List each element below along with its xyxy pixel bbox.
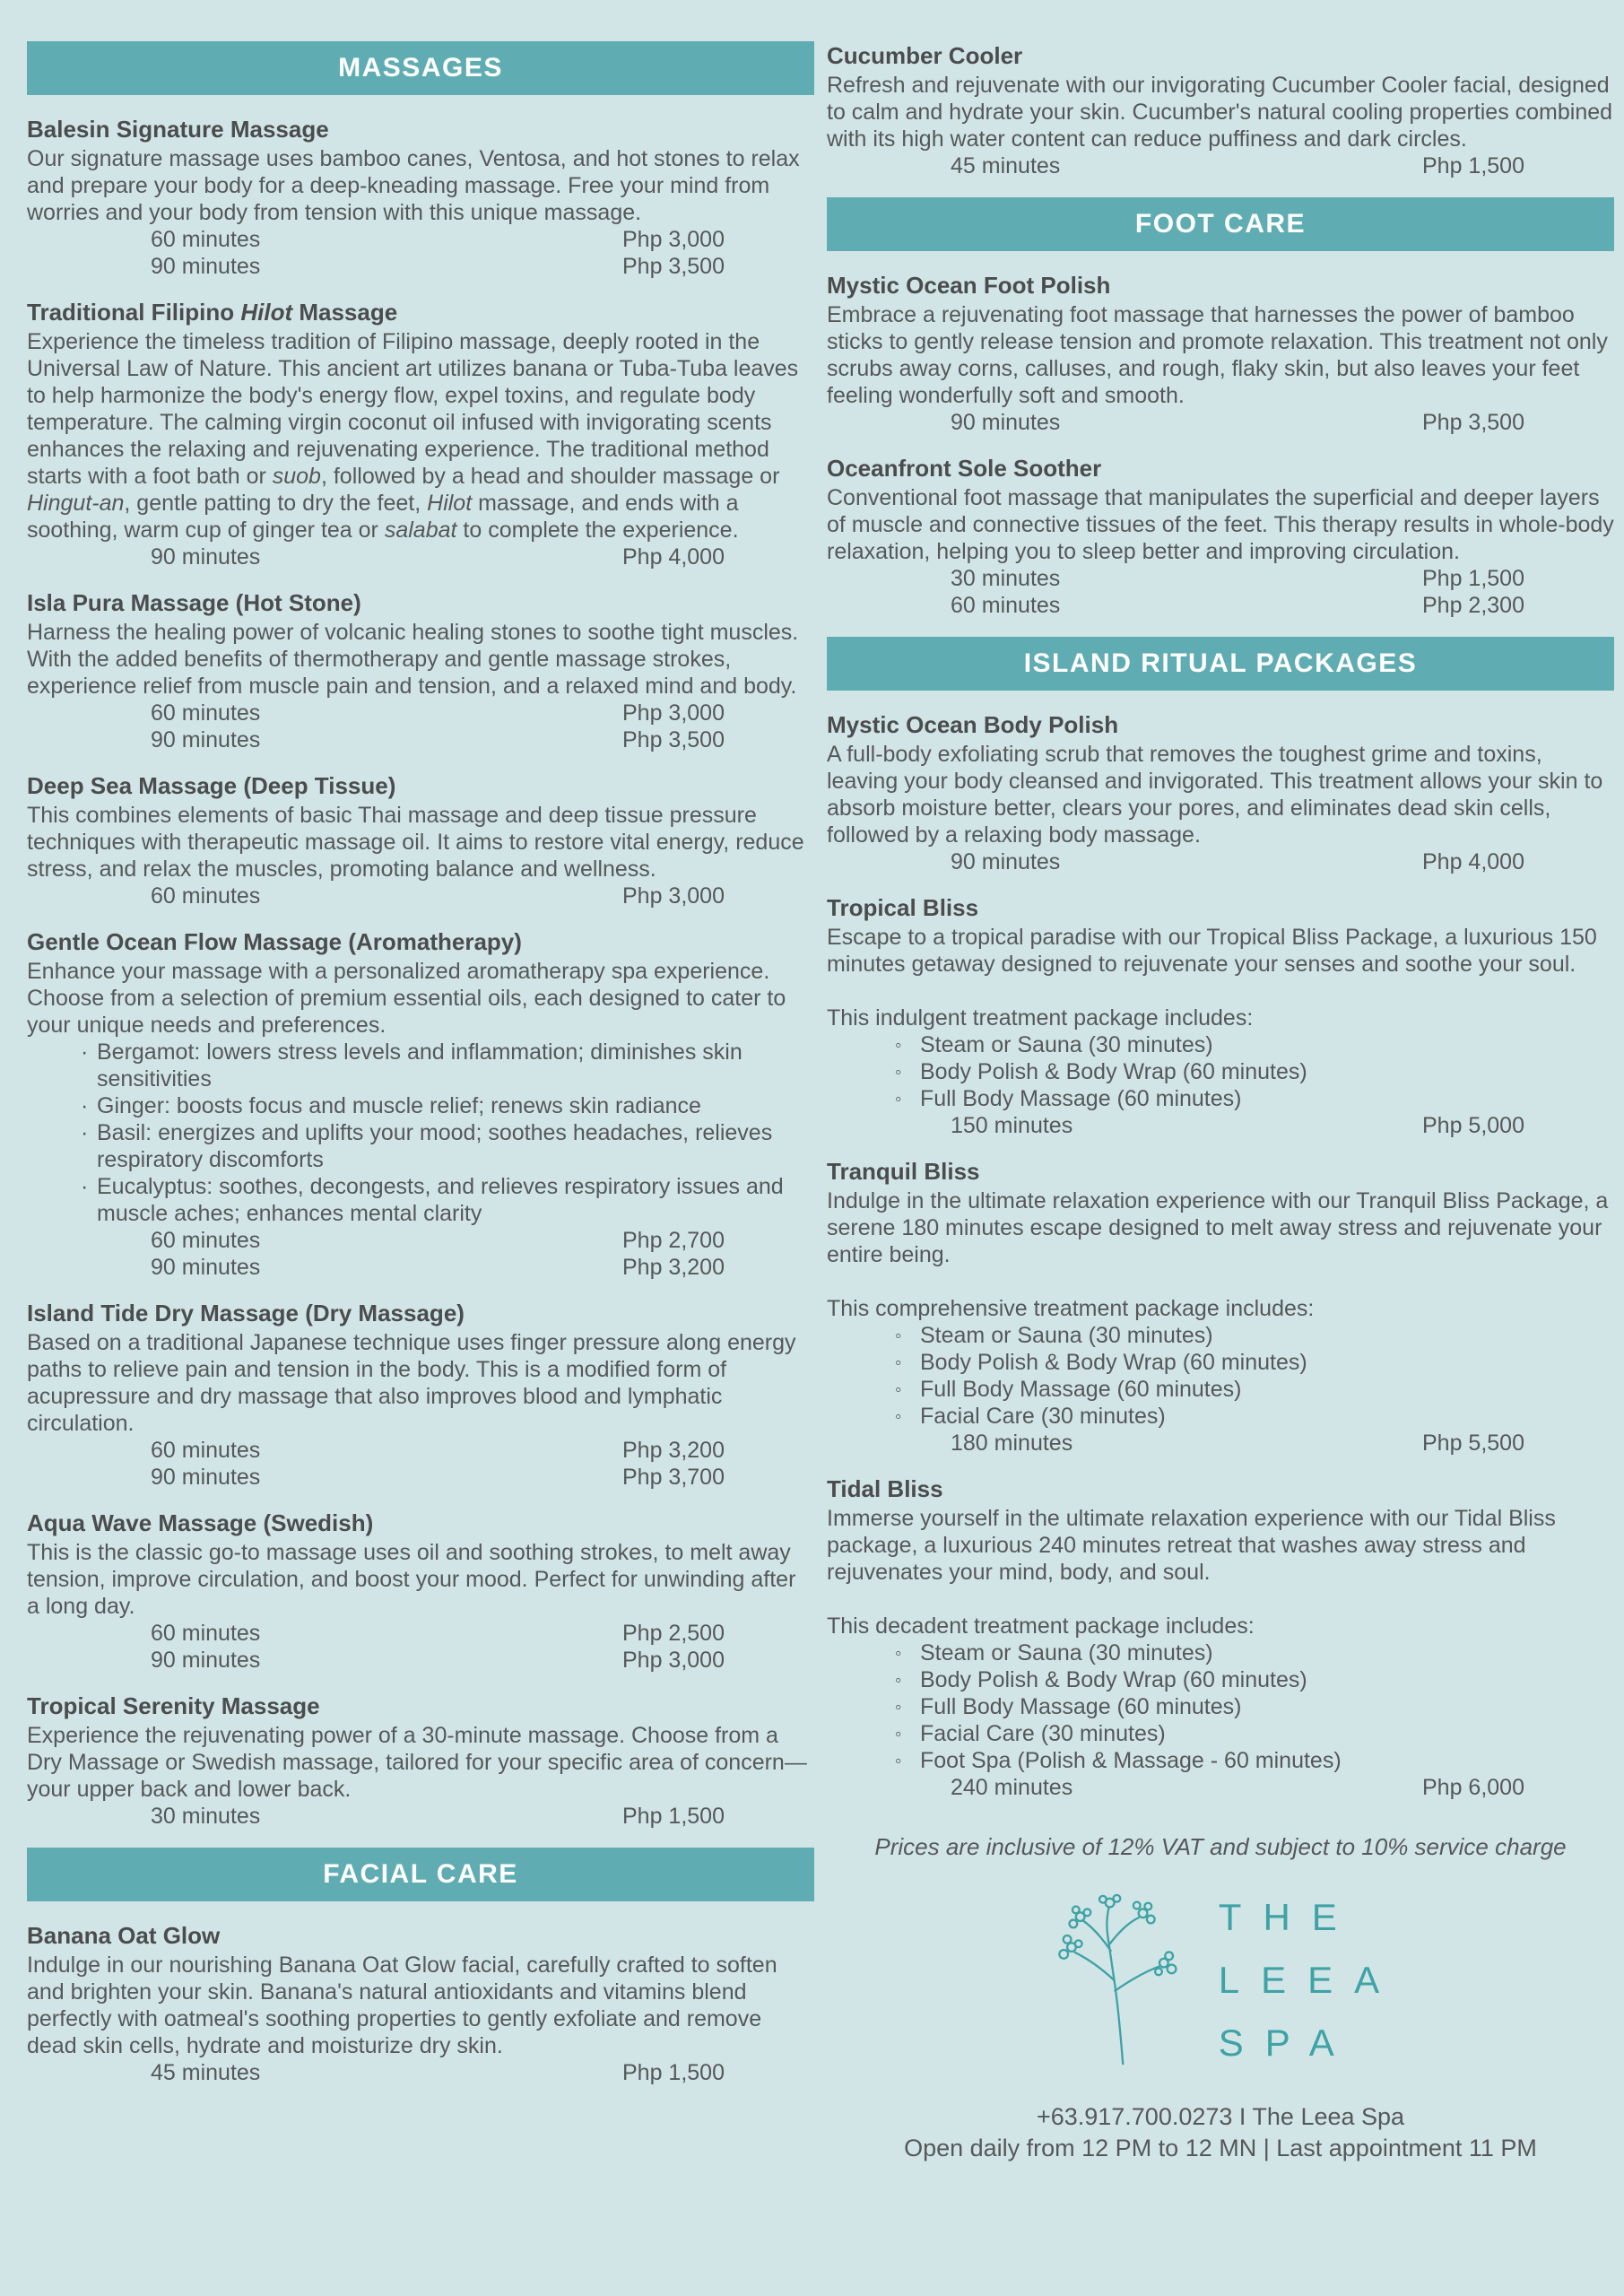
price-value: Php 3,500: [622, 254, 725, 279]
menu-item: [827, 893, 1614, 1139]
price-row: [27, 1254, 814, 1281]
price-value: Php 3,200: [622, 1438, 725, 1463]
price-row: [827, 565, 1614, 592]
item-desc: Indulge in the ultimate relaxation experience with our Tranquil Bliss Package, a serene 180 minutes escape designed to melt away stress and rejuvenate your entire being.: [827, 1188, 1609, 1267]
item-title: Tidal Bliss: [827, 1475, 943, 1502]
include-item: ◦ Body Polish & Body Wrap (60 minutes): [827, 1058, 1614, 1085]
menu-item: [827, 41, 1614, 179]
duration-label: 60 minutes: [151, 1621, 261, 1646]
menu-item: [827, 1474, 1614, 1801]
price-row: [27, 1437, 814, 1464]
right-column: [827, 41, 1614, 2164]
section-header-label: FACIAL CARE: [323, 1859, 518, 1889]
facial-care-continued-list: [827, 41, 1614, 179]
duration-label: 60 minutes: [151, 1228, 261, 1253]
menu-item: [27, 1509, 814, 1674]
price-row: [827, 1430, 1614, 1457]
plant-sprig-icon: [1040, 1891, 1188, 2070]
price-row: [27, 2059, 814, 2086]
price-value: Php 1,500: [1422, 153, 1524, 178]
include-item: ◦ Full Body Massage (60 minutes): [827, 1085, 1614, 1112]
duration-label: 30 minutes: [951, 566, 1061, 591]
price-value: Php 3,700: [622, 1465, 725, 1490]
duration-label: 240 minutes: [951, 1775, 1073, 1800]
item-title: Traditional Filipino Hilot Massage: [27, 299, 398, 326]
menu-item: [27, 927, 814, 1281]
item-desc: Conventional foot massage that manipulates the superficial and deeper layers of muscle and connective tissues of the feet. This therapy results in whole-body relaxation, helping you to sleep better and improving circulation.: [827, 485, 1614, 564]
price-value: Php 3,000: [622, 1648, 725, 1673]
price-value: Php 3,500: [622, 727, 725, 752]
item-desc: This is the classic go-to massage uses oil and soothing strokes, to melt away tension, improve circulation, and boost your mood. Perfect for unwinding after a long day.: [27, 1540, 796, 1619]
item-desc: Escape to a tropical paradise with our Tropical Bliss Package, a luxurious 150 minutes getaway designed to rejuvenate your senses and soothe your soul.: [827, 925, 1597, 977]
item-title: Tranquil Bliss: [827, 1158, 980, 1185]
logo-line: SPA: [1218, 2022, 1356, 2064]
duration-label: 60 minutes: [151, 700, 261, 726]
massages-list: [27, 115, 814, 1830]
item-desc: Enhance your massage with a personalized aromatherapy spa experience. Choose from a selection of premium essential oils, each designed to cater to your unique needs and preferences.: [27, 959, 786, 1038]
menu-item: [27, 1692, 814, 1830]
item-title: Deep Sea Massage (Deep Tissue): [27, 772, 396, 799]
item-title: Cucumber Cooler: [827, 42, 1023, 69]
menu-item: [27, 771, 814, 909]
facial-care-list: [27, 1921, 814, 2086]
price-value: Php 6,000: [1422, 1775, 1524, 1800]
include-item: ◦ Steam or Sauna (30 minutes): [827, 1322, 1614, 1349]
foot-care-list: [827, 271, 1614, 619]
include-item: ◦ Full Body Massage (60 minutes): [827, 1693, 1614, 1720]
item-desc: Embrace a rejuvenating foot massage that harnesses the power of bamboo sticks to gently release tension and promote relaxation. This treatment not only scrubs away corns, calluses, and rough, flaky skin, but also leaves your feet feeling wonderfully soft and smooth.: [827, 302, 1608, 408]
duration-label: 90 minutes: [151, 1255, 261, 1280]
item-title: Balesin Signature Massage: [27, 116, 329, 143]
price-row: [27, 1464, 814, 1491]
duration-label: 90 minutes: [951, 849, 1061, 874]
price-value: Php 2,500: [622, 1621, 725, 1646]
price-value: Php 4,000: [622, 544, 725, 570]
include-item: ◦ Steam or Sauna (30 minutes): [827, 1639, 1614, 1666]
item-title: Mystic Ocean Body Polish: [827, 711, 1119, 738]
price-value: Php 1,500: [622, 1804, 725, 1829]
vat-note: Prices are inclusive of 12% VAT and subject to 10% service charge: [874, 1833, 1567, 1860]
price-row: [827, 152, 1614, 179]
menu-item: [27, 1921, 814, 2086]
menu-item: [27, 115, 814, 280]
include-item: ◦ Body Polish & Body Wrap (60 minutes): [827, 1349, 1614, 1376]
item-title: Island Tide Dry Massage (Dry Massage): [27, 1300, 465, 1326]
duration-label: 45 minutes: [151, 2060, 261, 2085]
section-header-massages: [27, 41, 814, 95]
price-row: [27, 883, 814, 909]
duration-label: 90 minutes: [151, 1465, 261, 1490]
price-value: Php 3,000: [622, 883, 725, 909]
price-value: Php 4,000: [1422, 849, 1524, 874]
bullet-item: · Bergamot: lowers stress levels and inflammation; diminishes skin sensitivities: [27, 1039, 814, 1092]
price-value: Php 2,300: [1422, 593, 1524, 618]
price-row: [27, 1803, 814, 1830]
item-title: Aqua Wave Massage (Swedish): [27, 1509, 374, 1536]
item-title: Tropical Serenity Massage: [27, 1692, 320, 1719]
duration-label: 45 minutes: [951, 153, 1061, 178]
duration-label: 60 minutes: [151, 227, 261, 252]
price-row: [827, 1112, 1614, 1139]
menu-item: [827, 271, 1614, 436]
include-item: ◦ Foot Spa (Polish & Massage - 60 minutes): [827, 1747, 1614, 1774]
price-row: [27, 544, 814, 570]
duration-label: 90 minutes: [151, 254, 261, 279]
item-desc: Refresh and rejuvenate with our invigorating Cucumber Cooler facial, designed to calm and hydrate your skin. Cucumber's natural cooling properties combined with its high water content can reduce puffiness and dark circles.: [827, 73, 1613, 152]
menu-item: [827, 710, 1614, 875]
price-value: Php 1,500: [1422, 566, 1524, 591]
include-item: ◦ Facial Care (30 minutes): [827, 1403, 1614, 1430]
contact-block: [827, 2101, 1614, 2164]
bullet-item: · Eucalyptus: soothes, decongests, and relieves respiratory issues and muscle aches; enhances mental clarity: [27, 1173, 814, 1227]
section-header-island-ritual-packages: [827, 637, 1614, 691]
menu-item: [827, 454, 1614, 619]
price-value: Php 3,000: [622, 227, 725, 252]
includes-intro: This comprehensive treatment package includes:: [827, 1296, 1315, 1321]
price-value: Php 3,500: [1422, 410, 1524, 435]
duration-label: 90 minutes: [951, 410, 1061, 435]
menu-item: [27, 588, 814, 753]
price-row: [27, 1620, 814, 1647]
price-value: Php 5,500: [1422, 1431, 1524, 1456]
bullet-item: · Basil: energizes and uplifts your mood; soothes headaches, relieves respiratory discomforts: [27, 1119, 814, 1173]
price-row: [827, 1774, 1614, 1801]
package-includes-list: [827, 1639, 1614, 1774]
duration-label: 180 minutes: [951, 1431, 1073, 1456]
menu-item: [27, 298, 814, 570]
price-row: [827, 409, 1614, 436]
item-desc: Experience the timeless tradition of Filipino massage, deeply rooted in the Universal Law of Nature. This ancient art utilizes banana or Tuba-Tuba leaves to help harmonize the body's energy flow, expel toxins, and regulate body temperature. The calming virgin coconut oil infused with invigorating scents enhances the relaxing and rejuvenating experience. The traditional method starts with a foot bath or suob, followed by a head and shoulder massage or Hingut-an, gentle patting to dry the feet, Hilot massage, and ends with a soothing, warm cup of ginger tea or salabat to complete the experience.: [27, 329, 799, 543]
includes-intro: This indulgent treatment package includes:: [827, 1005, 1254, 1031]
menu-item: [827, 1157, 1614, 1457]
item-desc: A full-body exfoliating scrub that removes the toughest grime and toxins, leaving your body cleansed and invigorated. This treatment allows your skin to absorb moisture better, clears your pores, and eliminates dead skin cells, followed by a relaxing body massage.: [827, 742, 1603, 848]
item-title: Tropical Bliss: [827, 894, 979, 921]
includes-intro: This decadent treatment package includes:: [827, 1613, 1255, 1639]
logo-wordmark: [1219, 1886, 1401, 2074]
price-row: [827, 592, 1614, 619]
menu-item: [27, 1299, 814, 1491]
item-desc: Harness the healing power of volcanic healing stones to soothe tight muscles. With the added benefits of thermotherapy and gentle massage strokes, experience relief from muscle pain and tension, and a relaxed mind and body.: [27, 620, 799, 699]
price-value: Php 5,000: [1422, 1113, 1524, 1138]
duration-label: 60 minutes: [151, 883, 261, 909]
item-desc: This combines elements of basic Thai massage and deep tissue pressure techniques with therapeutic massage oil. It aims to restore vital energy, reduce stress, and relax the muscles, promoting balance and wellness.: [27, 803, 804, 882]
bullet-item: · Ginger: boosts focus and muscle relief; renews skin radiance: [27, 1092, 814, 1119]
package-includes-list: [827, 1322, 1614, 1430]
left-column: [27, 41, 814, 2104]
item-desc: Immerse yourself in the ultimate relaxation experience with our Tidal Bliss package, a luxurious 240 minutes retreat that washes away stress and rejuvenates your mind, body, and soul.: [827, 1506, 1556, 1585]
item-title: Mystic Ocean Foot Polish: [827, 272, 1111, 299]
logo-line: THE: [1218, 1896, 1359, 1938]
price-value: Php 1,500: [622, 2060, 725, 2085]
include-item: ◦ Full Body Massage (60 minutes): [827, 1376, 1614, 1403]
item-title: Oceanfront Sole Soother: [827, 455, 1102, 482]
duration-label: 60 minutes: [151, 1438, 261, 1463]
oil-options-list: [27, 1039, 814, 1227]
package-includes-list: [827, 1031, 1614, 1112]
item-desc: Our signature massage uses bamboo canes, Ventosa, and hot stones to relax and prepare your body for a deep-kneading massage. Free your mind from worries and your body from tension with this unique massage.: [27, 146, 800, 225]
duration-label: 150 minutes: [951, 1113, 1073, 1138]
price-value: Php 3,200: [622, 1255, 725, 1280]
include-item: ◦ Body Polish & Body Wrap (60 minutes): [827, 1666, 1614, 1693]
spa-logo: [827, 1886, 1614, 2074]
contact-hours: Open daily from 12 PM to 12 MN | Last appointment 11 PM: [904, 2135, 1537, 2161]
include-item: ◦ Steam or Sauna (30 minutes): [827, 1031, 1614, 1058]
island-ritual-list: [827, 710, 1614, 1801]
price-value: Php 3,000: [622, 700, 725, 726]
section-header-facial-care: [27, 1848, 814, 1901]
price-row: [27, 726, 814, 753]
price-row: [27, 226, 814, 253]
item-desc: Experience the rejuvenating power of a 30-minute massage. Choose from a Dry Massage or Swedish massage, tailored for your specific area of concern—your upper back and lower back.: [27, 1723, 807, 1802]
duration-label: 90 minutes: [151, 727, 261, 752]
price-row: [827, 848, 1614, 875]
price-row: [27, 700, 814, 726]
duration-label: 60 minutes: [951, 593, 1061, 618]
section-header-foot-care: [827, 197, 1614, 251]
item-title: Banana Oat Glow: [27, 1922, 221, 1949]
include-item: ◦ Facial Care (30 minutes): [827, 1720, 1614, 1747]
price-row: [27, 253, 814, 280]
contact-phone: +63.917.700.0273 I The Leea Spa: [1036, 2103, 1405, 2130]
section-header-label: ISLAND RITUAL PACKAGES: [1023, 648, 1418, 678]
price-value: Php 2,700: [622, 1228, 725, 1253]
duration-label: 90 minutes: [151, 1648, 261, 1673]
price-row: [27, 1227, 814, 1254]
section-header-label: FOOT CARE: [1134, 209, 1307, 239]
item-desc: Indulge in our nourishing Banana Oat Glow facial, carefully crafted to soften and brighten your skin. Banana's natural antioxidants and vitamins blend perfectly with oatmeal's soothing properties to gently exfoliate and remove dead skin cells, hydrate and moisturize dry skin.: [27, 1952, 777, 2058]
item-desc: Based on a traditional Japanese technique uses finger pressure along energy paths to relieve pain and tension in the body. This is a modified form of acupressure and dry massage that also improves blood and lymphatic circulation.: [27, 1330, 796, 1436]
logo-line: LEEA: [1218, 1959, 1402, 2001]
item-title: Gentle Ocean Flow Massage (Aromatherapy): [27, 928, 522, 955]
section-header-label: MASSAGES: [338, 53, 503, 83]
price-row: [27, 1647, 814, 1674]
item-title: Isla Pura Massage (Hot Stone): [27, 589, 361, 616]
duration-label: 30 minutes: [151, 1804, 261, 1829]
duration-label: 90 minutes: [151, 544, 261, 570]
